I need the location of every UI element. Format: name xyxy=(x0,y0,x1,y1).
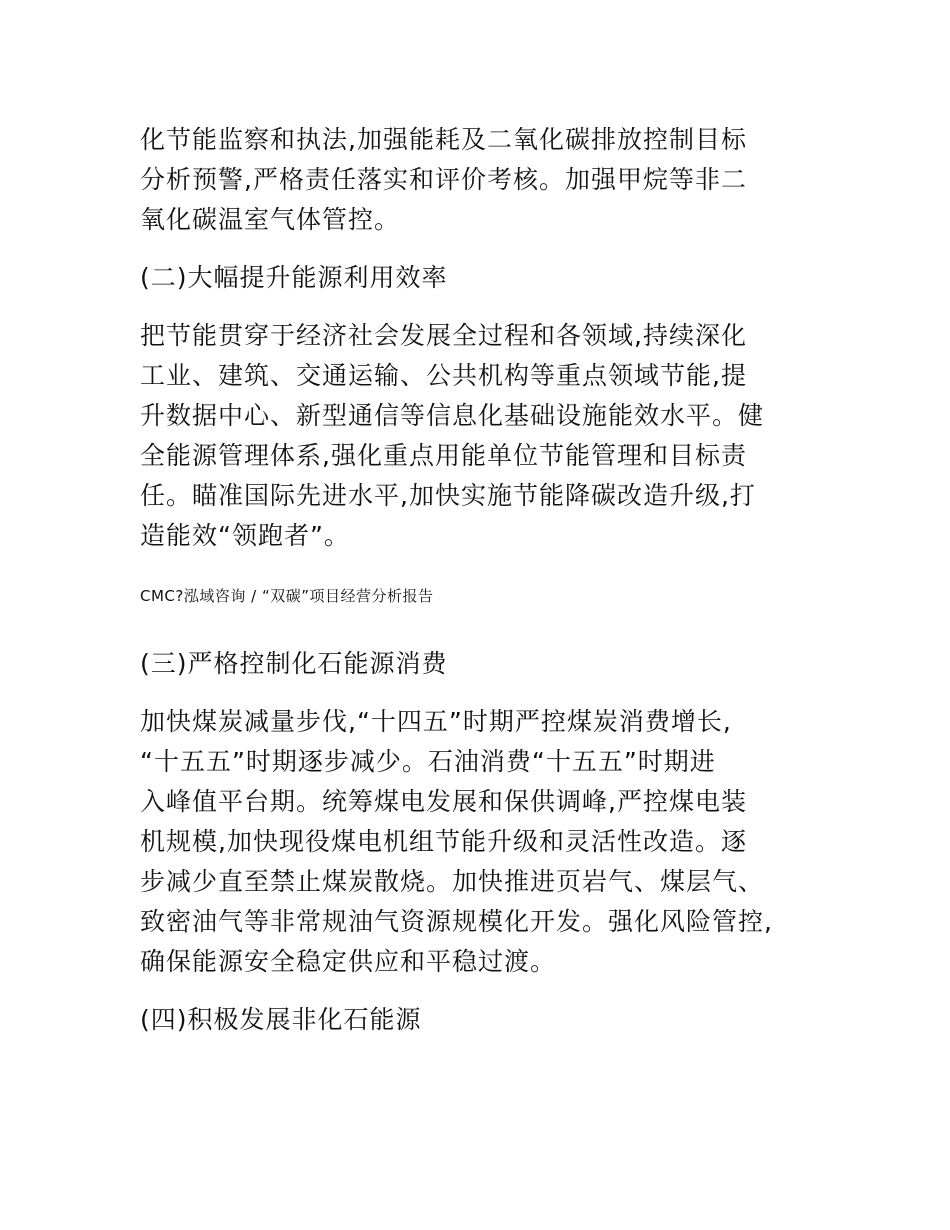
text-line: 造能效“领跑者”。 xyxy=(140,521,350,550)
text-line: 全能源管理体系,强化重点用能单位节能管理和目标责 xyxy=(140,441,747,470)
text-line: 机规模,加快现役煤电机组节能升级和灵活性改造。逐 xyxy=(140,827,747,856)
section-heading-3: (三)严格控制化石能源消费 xyxy=(140,649,448,678)
paragraph-energy-monitoring xyxy=(140,120,830,240)
text-line: 化节能监察和执法,加强能耗及二氧化碳排放控制目标 xyxy=(140,125,747,154)
text-line: 氧化碳温室气体管控。 xyxy=(140,205,401,234)
text-line: “十五五”时期逐步减少。石油消费“十五五”时期进 xyxy=(140,747,716,776)
text-line: 确保能源安全稳定供应和平稳过渡。 xyxy=(140,947,557,976)
text-line: 任。瞄准国际先进水平,加快实施节能降碳改造升级,打 xyxy=(140,481,756,510)
text-line: 步减少直至禁止煤炭散烧。加快推进页岩气、煤层气、 xyxy=(140,867,765,896)
paragraph-fossil-energy xyxy=(140,702,830,982)
section-heading-2: (二)大幅提升能源利用效率 xyxy=(140,263,448,292)
text-line: 分析预警,严格责任落实和评价考核。加强甲烷等非二 xyxy=(140,165,747,194)
text-line: 把节能贯穿于经济社会发展全过程和各领域,持续深化 xyxy=(140,321,747,350)
document-page xyxy=(140,120,830,1040)
text-line: 工业、建筑、交通运输、公共机构等重点领域节能,提 xyxy=(140,361,747,390)
page-footer: CMC?泓域咨询 / “双碳”项目经营分析报告 xyxy=(140,587,434,605)
paragraph-energy-efficiency xyxy=(140,316,830,556)
text-line: 致密油气等非常规油气资源规模化开发。强化风险管控, xyxy=(140,907,773,936)
text-line: 升数据中心、新型通信等信息化基础设施能效水平。健 xyxy=(140,401,765,430)
text-line: 加快煤炭减量步伐,“十四五”时期严控煤炭消费增长, xyxy=(140,707,732,736)
text-line: 入峰值平台期。统筹煤电发展和保供调峰,严控煤电装 xyxy=(140,787,747,816)
section-heading-4: (四)积极发展非化石能源 xyxy=(140,1005,422,1034)
